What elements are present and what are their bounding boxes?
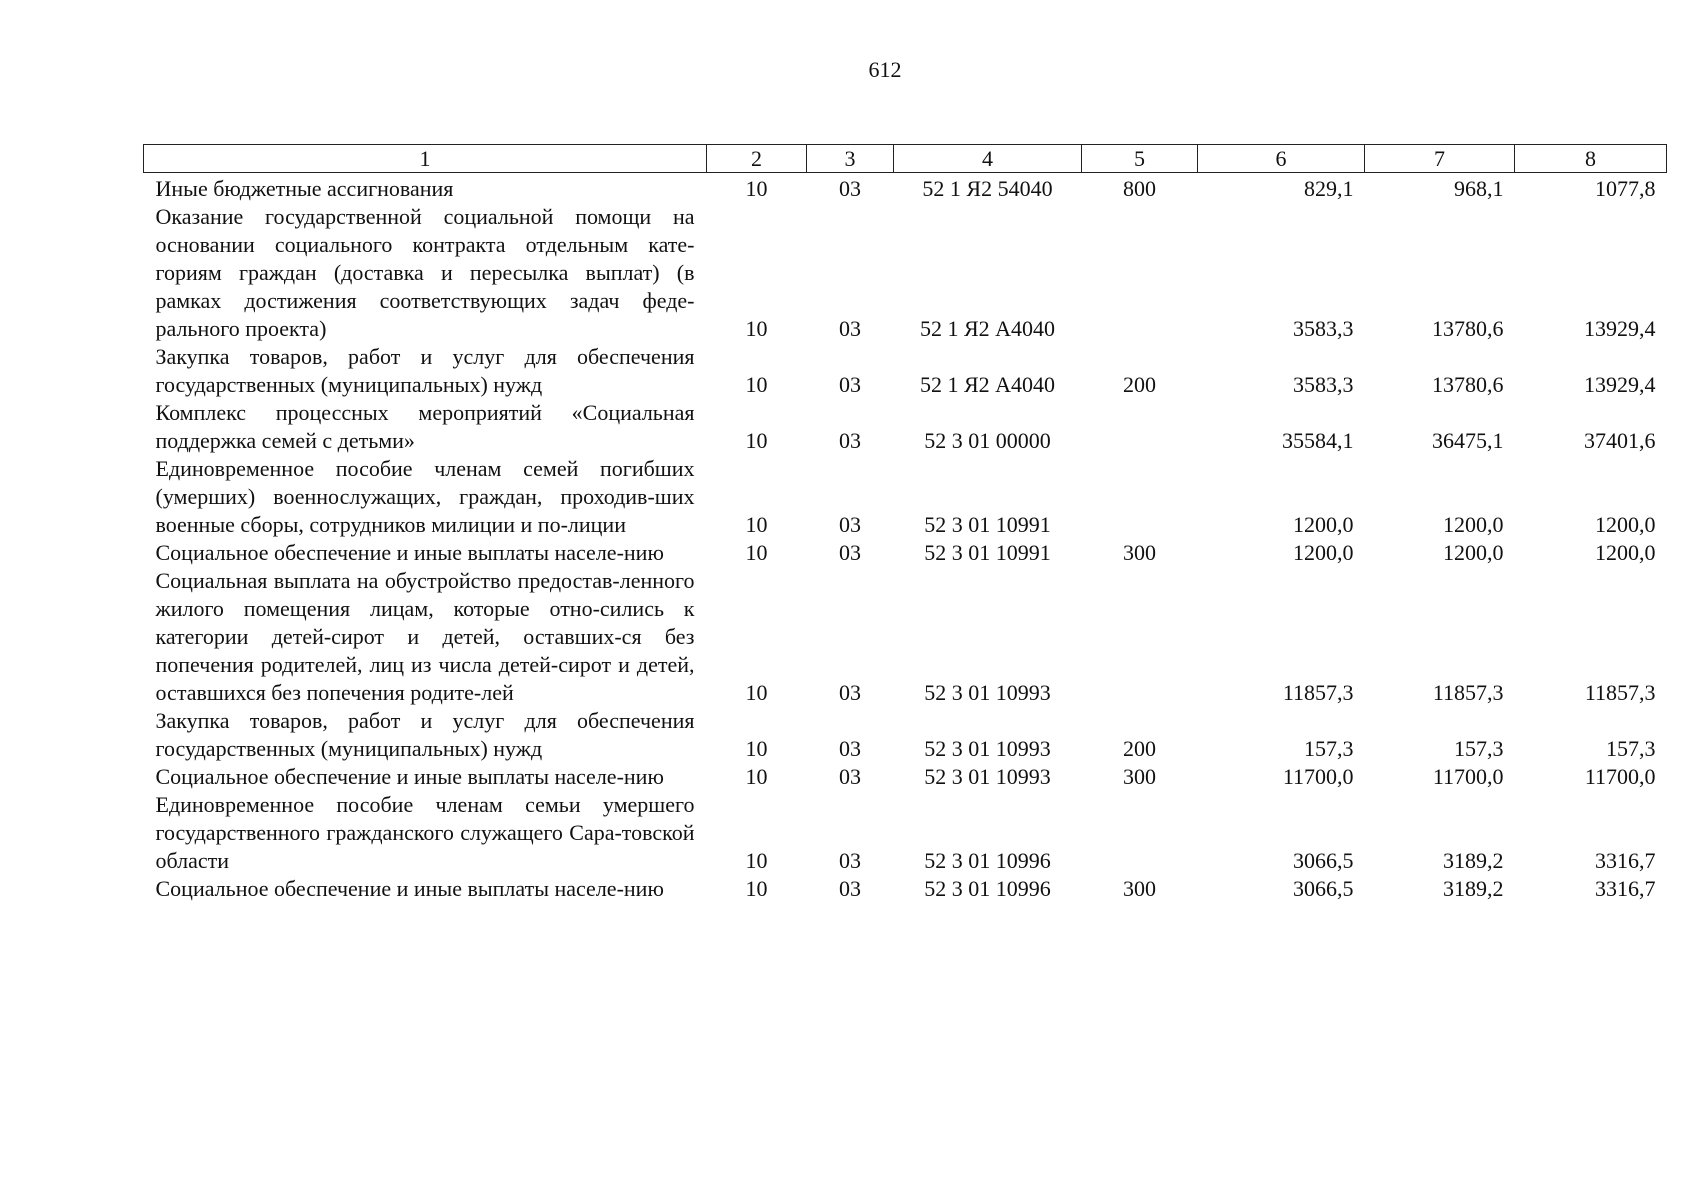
section-code: 10 <box>745 316 768 341</box>
section-code: 10 <box>745 372 768 397</box>
column-header-3: 3 <box>807 145 894 173</box>
subsection-code: 03 <box>839 176 861 201</box>
amount-col-7: 1200,0 <box>1443 512 1504 537</box>
column-header-4: 4 <box>894 145 1082 173</box>
subsection-code: 03 <box>839 316 861 341</box>
amount-col-8: 37401,6 <box>1584 428 1656 453</box>
amount-col-8: 3316,7 <box>1595 876 1656 901</box>
amount-col-6: 3583,3 <box>1293 316 1354 341</box>
amount-col-8: 11857,3 <box>1584 680 1656 705</box>
subsection-code: 03 <box>839 372 861 397</box>
section-code: 10 <box>745 176 768 201</box>
table-row <box>144 173 1667 204</box>
amount-col-7: 3189,2 <box>1443 876 1504 901</box>
target-article-code: 52 3 01 10996 <box>924 876 1051 901</box>
amount-col-8: 1200,0 <box>1595 540 1656 565</box>
target-article-code: 52 1 Я2 А4040 <box>919 316 1056 341</box>
subsection-code: 03 <box>839 736 861 761</box>
expense-type-code: 300 <box>1123 540 1156 565</box>
target-article-code: 52 3 01 10993 <box>924 680 1051 705</box>
expense-type-code <box>1082 791 1198 875</box>
table-header-row <box>144 145 1667 173</box>
amount-col-8: 1077,8 <box>1595 176 1656 201</box>
target-article-code: 52 3 01 10991 <box>924 512 1051 537</box>
amount-col-6: 157,3 <box>1304 736 1354 761</box>
amount-col-7: 157,3 <box>1454 736 1504 761</box>
expense-type-code <box>1082 455 1198 539</box>
amount-col-7: 13780,6 <box>1432 316 1504 341</box>
table-row <box>144 791 1667 875</box>
budget-table <box>143 144 1667 903</box>
amount-col-7: 36475,1 <box>1432 428 1504 453</box>
column-header-5: 5 <box>1082 145 1198 173</box>
page-number: 612 <box>868 57 902 82</box>
amount-col-6: 11700,0 <box>1282 764 1354 789</box>
amount-col-7: 13780,6 <box>1432 372 1504 397</box>
expense-type-code: 300 <box>1123 876 1156 901</box>
target-article-code: 52 3 01 10991 <box>924 540 1051 565</box>
row-name: Социальное обеспечение и иные выплаты населе-нию <box>155 540 664 565</box>
amount-col-6: 829,1 <box>1304 176 1354 201</box>
target-article-code: 52 1 Я2 54040 <box>922 176 1053 201</box>
subsection-code: 03 <box>839 540 861 565</box>
amount-col-6: 3583,3 <box>1293 372 1354 397</box>
amount-col-7: 1200,0 <box>1443 540 1504 565</box>
expense-type-code <box>1082 567 1198 707</box>
row-name: Социальное обеспечение и иные выплаты населе-нию <box>155 764 664 789</box>
subsection-code: 03 <box>839 764 861 789</box>
amount-col-7: 11700,0 <box>1432 764 1504 789</box>
amount-col-8: 3316,7 <box>1595 848 1656 873</box>
subsection-code: 03 <box>839 680 861 705</box>
subsection-code: 03 <box>839 848 861 873</box>
subsection-code: 03 <box>839 876 861 901</box>
column-header-1: 1 <box>144 145 707 173</box>
target-article-code: 52 3 01 10996 <box>924 848 1051 873</box>
amount-col-7: 11857,3 <box>1432 680 1504 705</box>
table-row <box>144 399 1667 455</box>
amount-col-7: 3189,2 <box>1443 848 1504 873</box>
table-row <box>144 539 1667 567</box>
row-name: Единовременное пособие членам семей погибших (умерших) военнослужащих, граждан, проходив-ших военные сборы, сотрудников милиции и по-лиции <box>155 456 695 537</box>
target-article-code: 52 3 01 10993 <box>924 764 1051 789</box>
target-article-code: 52 1 Я2 А4040 <box>919 372 1056 397</box>
table-row <box>144 203 1667 343</box>
row-name: Социальная выплата на обустройство предостав-ленного жилого помещения лицам, которые отно-сились к категории детей-сирот и детей, оставших-ся без попечения родителей, лиц из числа детей-сирот и детей, оставшихся без попечения родите-лей <box>155 568 695 705</box>
amount-col-7: 968,1 <box>1454 176 1504 201</box>
expense-type-code <box>1082 203 1198 343</box>
amount-col-6: 3066,5 <box>1293 876 1354 901</box>
amount-col-6: 3066,5 <box>1293 848 1354 873</box>
amount-col-6: 35584,1 <box>1282 428 1354 453</box>
amount-col-6: 1200,0 <box>1293 540 1354 565</box>
target-article-code: 52 3 01 10993 <box>924 736 1051 761</box>
expense-type-code <box>1082 399 1198 455</box>
column-header-8: 8 <box>1515 145 1667 173</box>
amount-col-8: 11700,0 <box>1584 764 1656 789</box>
row-name: Закупка товаров, работ и услуг для обеспечения государственных (муниципальных) нужд <box>155 708 695 761</box>
amount-col-6: 1200,0 <box>1293 512 1354 537</box>
row-name: Комплекс процессных мероприятий «Социальная поддержка семей с детьми» <box>155 400 695 453</box>
row-name: Единовременное пособие членам семьи умершего государственного гражданского служащего Сара-товской области <box>155 792 695 873</box>
expense-type-code: 200 <box>1123 372 1156 397</box>
section-code: 10 <box>745 680 768 705</box>
expense-type-code: 200 <box>1123 736 1156 761</box>
section-code: 10 <box>745 512 768 537</box>
row-name: Оказание государственной социальной помощи на основании социального контракта отдельным кате-гориям граждан (доставка и пересылка выплат) (в рамках достижения соответствующих задач феде-рального проекта) <box>155 204 695 341</box>
amount-col-8: 13929,4 <box>1584 316 1656 341</box>
expense-type-code: 300 <box>1123 764 1156 789</box>
section-code: 10 <box>745 848 768 873</box>
column-header-2: 2 <box>707 145 807 173</box>
section-code: 10 <box>745 428 768 453</box>
subsection-code: 03 <box>839 512 861 537</box>
target-article-code: 52 3 01 00000 <box>924 428 1051 453</box>
table-row <box>144 455 1667 539</box>
row-name: Социальное обеспечение и иные выплаты населе-нию <box>155 876 664 901</box>
expense-type-code: 800 <box>1123 176 1156 201</box>
section-code: 10 <box>745 736 768 761</box>
column-header-7: 7 <box>1365 145 1515 173</box>
amount-col-8: 157,3 <box>1606 736 1656 761</box>
table-row <box>144 707 1667 763</box>
amount-col-6: 11857,3 <box>1282 680 1354 705</box>
section-code: 10 <box>745 540 768 565</box>
amount-col-8: 1200,0 <box>1595 512 1656 537</box>
row-name: Иные бюджетные ассигнования <box>155 176 454 201</box>
table-row <box>144 763 1667 791</box>
table-row <box>144 875 1667 903</box>
section-code: 10 <box>745 876 768 901</box>
row-name: Закупка товаров, работ и услуг для обеспечения государственных (муниципальных) нужд <box>155 344 695 397</box>
amount-col-8: 13929,4 <box>1584 372 1656 397</box>
column-header-6: 6 <box>1198 145 1365 173</box>
section-code: 10 <box>745 764 768 789</box>
subsection-code: 03 <box>839 428 861 453</box>
table-row <box>144 343 1667 399</box>
table-row <box>144 567 1667 707</box>
